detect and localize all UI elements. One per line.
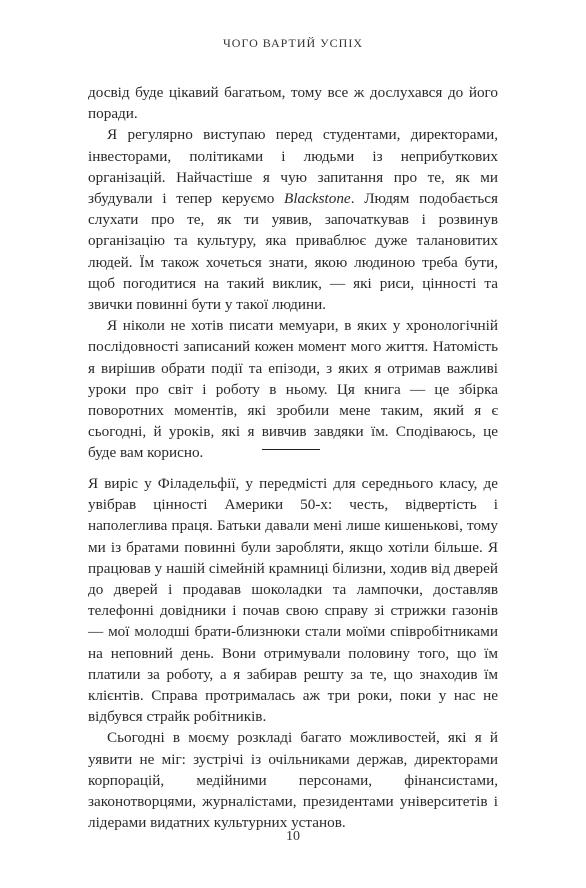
paragraph-continuation: досвід буде цікавий багатьом, тому все ж дослухався до його поради. xyxy=(88,84,498,123)
text-block-top xyxy=(88,82,498,464)
section-divider xyxy=(262,449,320,450)
paragraph-childhood: Я виріс у Філадельфії, у передмісті для середнього класу, де увібрав цінності Америки 50-х: честь, відвертість і наполеглива праця. Батьки давали мені лише кишенькові, тому ми із братами повинні були заробляти, якщо хотіли більше. Я працював у нашій сімейній крамниці білизни, ходив від дверей до дверей і продавав шоколадки та лампочки, доставляв телефонні довідники і почав свою справу зі стрижки газонів — мої молодші брати-близнюки стали моїми співробітниками на неповний день. Вони отримували половину того, що їм платили за роботу, а я забирав решту за те, що знаходив їм клієнтів. Справа протрималась аж три роки, поки у нас не відбувся страйк робітників. xyxy=(88,475,498,726)
paragraph-text: Я регулярно виступаю перед студентами, директорами, інвесторами, політиками і людьми із неприбуткових організацій. Найчастіше я чую запитання про те, як ми збудували і тепер керуємо xyxy=(88,126,498,208)
paragraph-speaking xyxy=(88,124,498,315)
page-number: 10 xyxy=(286,829,300,844)
paragraph-today: Сьогодні в моєму розкладі багато можливостей, які я й уявити не міг: зустрічі із очільниками держав, директорами корпорацій, медійними персонами, фінансистами, законотворцями, журналістами, президентами університетів і лідерами видатних культурних установ. xyxy=(88,729,498,832)
text-block-bottom xyxy=(88,473,498,833)
running-head: ЧОГО ВАРТИЙ УСПІХ xyxy=(223,36,363,50)
company-name-italic: Blackstone xyxy=(284,190,351,208)
paragraph-text: . Людям подобається слухати про те, як ти уявив, започаткував і розвинув організацію та культуру, яка приваблює дуже талановитих людей. Їм також хочеться знати, якою людиною треба бути, щоб погодитися на такий виклик, — які риси, цінності та звички повинні бути у такої людини. xyxy=(88,190,498,314)
paragraph-memoir: Я ніколи не хотів писати мемуари, в яких у хронологічній послідовності записаний кожен момент мого життя. Натомість я вирішив обрати події та епізоди, з яких я отримав важливі уроки про світ і роботу в ньому. Ця книга — це збірка поворотних моментів, які зробили мене таким, який я є сьогодні, й уроків, які я вивчив завдяки їм. Сподіваюсь, це буде вам корисно. xyxy=(88,317,498,462)
